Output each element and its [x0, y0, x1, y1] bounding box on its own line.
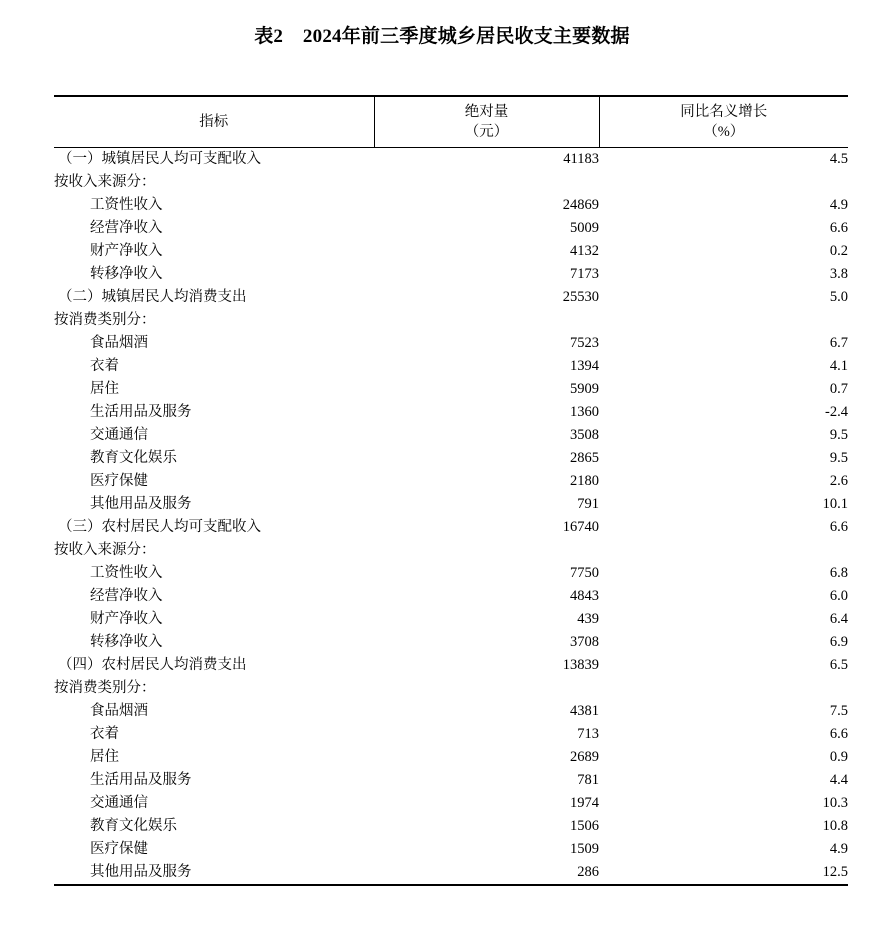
cell-growth-rate: 0.2: [829, 243, 848, 259]
table-row: [54, 654, 848, 677]
row-indicator-label: 医疗保健: [90, 473, 148, 489]
cell-growth-rate: -2.4: [825, 404, 848, 420]
row-indicator-label: 其他用品及服务: [90, 496, 192, 512]
table-row: [54, 723, 848, 746]
cell-growth-rate: 7.5: [829, 703, 848, 719]
cell-absolute-value: 4132: [570, 243, 599, 259]
table-row: [54, 263, 848, 286]
cell-indicator: [54, 861, 374, 885]
cell-indicator: [54, 171, 374, 194]
table-row: [54, 815, 848, 838]
cell-absolute-value: 781: [577, 772, 599, 788]
table-row: [54, 286, 848, 309]
table-header: [54, 96, 848, 148]
row-indicator-label: 按收入来源分：: [54, 174, 156, 190]
table-row: [54, 516, 848, 539]
cell-growth-rate: 12.5: [599, 861, 848, 885]
row-indicator-label: 转移净收入: [90, 634, 163, 650]
row-indicator-label: 食品烟酒: [90, 703, 148, 719]
table-row: [54, 447, 848, 470]
cell-growth-rate: 6.8: [829, 565, 848, 581]
column-header-absolute-line1: 绝对量: [464, 104, 509, 120]
row-indicator-label: 交通通信: [90, 795, 148, 811]
cell-growth-rate: 4.1: [829, 358, 848, 374]
cell-growth-rate: 4.5: [829, 151, 848, 167]
table-row: [54, 470, 848, 493]
cell-absolute-value: 4843: [570, 588, 599, 604]
row-indicator-label: 衣着: [90, 358, 119, 374]
cell-absolute-value: 16740: [562, 519, 599, 535]
cell-absolute-value: 1509: [570, 841, 599, 857]
cell-absolute-value: [374, 539, 599, 562]
row-indicator-label: 财产净收入: [90, 611, 163, 627]
cell-absolute-value: [374, 309, 599, 332]
column-header-absolute-value: [374, 96, 599, 148]
cell-indicator: [54, 677, 374, 700]
cell-absolute-value: [374, 677, 599, 700]
row-indicator-label: 教育文化娱乐: [90, 450, 177, 466]
column-header-indicator-label: 指标: [199, 114, 229, 130]
row-indicator-label: 衣着: [90, 726, 119, 742]
table-row: [54, 539, 848, 562]
table-row: [54, 240, 848, 263]
cell-indicator: [54, 838, 374, 861]
table-row: [54, 631, 848, 654]
cell-indicator: [54, 493, 374, 516]
cell-absolute-value: 439: [577, 611, 599, 627]
cell-growth-rate: 6.6: [829, 519, 848, 535]
table-row: [54, 792, 848, 815]
cell-absolute-value: 41183: [563, 151, 599, 167]
cell-absolute-value: 3708: [570, 634, 599, 650]
statistics-table: [54, 95, 848, 886]
cell-indicator: [54, 309, 374, 332]
cell-growth-rate: 10.3: [822, 795, 848, 811]
cell-absolute-value: 13839: [562, 657, 599, 673]
table-row: [54, 171, 848, 194]
table-row: [54, 608, 848, 631]
cell-growth-rate: [599, 309, 848, 332]
table-row: [54, 838, 848, 861]
row-indicator-label: 财产净收入: [90, 243, 163, 259]
table-row: [54, 332, 848, 355]
row-indicator-label: 居住: [90, 749, 119, 765]
cell-indicator: [54, 631, 374, 654]
row-indicator-label: 按消费类别分：: [54, 312, 156, 328]
row-indicator-label: 按消费类别分：: [54, 680, 156, 696]
cell-growth-rate: 9.5: [829, 427, 848, 443]
row-indicator-label: 经营净收入: [90, 588, 163, 604]
cell-indicator: [54, 378, 374, 401]
cell-growth-rate: 6.5: [829, 657, 848, 673]
row-indicator-label: （四）农村居民人均消费支出: [58, 657, 247, 673]
column-header-growth-line1: 同比名义增长: [680, 104, 768, 120]
row-indicator-label: 教育文化娱乐: [90, 818, 177, 834]
cell-indicator: [54, 539, 374, 562]
cell-indicator: [54, 746, 374, 769]
cell-absolute-value: 2689: [570, 749, 599, 765]
cell-absolute-value: 286: [374, 861, 599, 885]
cell-absolute-value: 7523: [570, 335, 599, 351]
cell-indicator: [54, 815, 374, 838]
table-header-row: [54, 96, 848, 148]
cell-absolute-value: 1394: [570, 358, 599, 374]
cell-absolute-value: 713: [577, 726, 599, 742]
cell-growth-rate: 6.0: [829, 588, 848, 604]
cell-absolute-value: 5909: [570, 381, 599, 397]
cell-indicator: [54, 723, 374, 746]
cell-growth-rate: 3.8: [829, 266, 848, 282]
table-row: [54, 769, 848, 792]
row-indicator-label: 生活用品及服务: [90, 404, 192, 420]
cell-indicator: [54, 401, 374, 424]
cell-growth-rate: 2.6: [829, 473, 848, 489]
cell-absolute-value: 1506: [570, 818, 599, 834]
cell-indicator: [54, 355, 374, 378]
cell-absolute-value: 24869: [562, 197, 599, 213]
cell-absolute-value: 3508: [570, 427, 599, 443]
table-row: [54, 424, 848, 447]
table-row: [54, 378, 848, 401]
table-row: [54, 746, 848, 769]
row-indicator-label: （二）城镇居民人均消费支出: [58, 289, 247, 305]
cell-absolute-value: 2180: [570, 473, 599, 489]
cell-absolute-value: 7750: [570, 565, 599, 581]
table-row: [54, 401, 848, 424]
cell-indicator: [54, 700, 374, 723]
cell-absolute-value: [374, 171, 599, 194]
table-row: [54, 677, 848, 700]
cell-indicator: [54, 148, 374, 172]
cell-growth-rate: 4.4: [829, 772, 848, 788]
table-row: [54, 194, 848, 217]
table-row: [54, 585, 848, 608]
cell-absolute-value: 4381: [570, 703, 599, 719]
row-indicator-label: 食品烟酒: [90, 335, 148, 351]
cell-indicator: [54, 217, 374, 240]
cell-indicator: [54, 562, 374, 585]
cell-indicator: [54, 286, 374, 309]
cell-indicator: [54, 332, 374, 355]
row-indicator-label: 转移净收入: [90, 266, 163, 282]
cell-growth-rate: 6.7: [829, 335, 848, 351]
row-indicator-label: 居住: [90, 381, 119, 397]
cell-growth-rate: 5.0: [829, 289, 848, 305]
row-indicator-label: （三）农村居民人均可支配收入: [58, 519, 261, 535]
cell-growth-rate: 6.9: [829, 634, 848, 650]
cell-indicator: [54, 470, 374, 493]
cell-growth-rate: [599, 171, 848, 194]
cell-growth-rate: 10.1: [822, 496, 848, 512]
row-indicator-label: 其他用品及服务: [90, 864, 192, 880]
cell-indicator: [54, 654, 374, 677]
cell-growth-rate: 4.9: [829, 197, 848, 213]
column-header-growth-rate: [599, 96, 848, 148]
row-indicator-label: 经营净收入: [90, 220, 163, 236]
column-header-growth-unit: （%）: [703, 124, 745, 140]
table-row: [54, 562, 848, 585]
cell-growth-rate: [599, 677, 848, 700]
row-indicator-label: 按收入来源分：: [54, 542, 156, 558]
row-indicator-label: 交通通信: [90, 427, 148, 443]
row-indicator-label: 工资性收入: [90, 197, 163, 213]
row-indicator-label: 医疗保健: [90, 841, 148, 857]
cell-growth-rate: 9.5: [829, 450, 848, 466]
column-header-absolute-unit: （元）: [464, 124, 509, 140]
cell-growth-rate: 0.9: [829, 749, 848, 765]
cell-growth-rate: 6.4: [829, 611, 848, 627]
cell-absolute-value: 1974: [570, 795, 599, 811]
cell-growth-rate: 6.6: [829, 726, 848, 742]
cell-absolute-value: 5009: [570, 220, 599, 236]
table-row: [54, 861, 848, 885]
cell-indicator: [54, 263, 374, 286]
cell-indicator: [54, 424, 374, 447]
cell-absolute-value: 1360: [570, 404, 599, 420]
cell-indicator: [54, 447, 374, 470]
cell-absolute-value: 7173: [570, 266, 599, 282]
table-row: [54, 309, 848, 332]
cell-indicator: [54, 240, 374, 263]
cell-growth-rate: 0.7: [829, 381, 848, 397]
cell-indicator: [54, 585, 374, 608]
page-title: 表2 2024年前三季度城乡居民收支主要数据: [254, 26, 630, 47]
statistics-table-container: [54, 95, 848, 886]
cell-absolute-value: 2865: [570, 450, 599, 466]
table-row: [54, 355, 848, 378]
table-row: [54, 700, 848, 723]
cell-absolute-value: 25530: [562, 289, 599, 305]
cell-growth-rate: [599, 539, 848, 562]
cell-indicator: [54, 792, 374, 815]
cell-growth-rate: 10.8: [822, 818, 848, 834]
cell-indicator: [54, 769, 374, 792]
table-row: [54, 217, 848, 240]
cell-indicator: [54, 516, 374, 539]
row-indicator-label: 工资性收入: [90, 565, 163, 581]
cell-growth-rate: 4.9: [829, 841, 848, 857]
cell-growth-rate: 6.6: [829, 220, 848, 236]
cell-indicator: [54, 608, 374, 631]
cell-absolute-value: 791: [577, 496, 599, 512]
row-indicator-label: 生活用品及服务: [90, 772, 192, 788]
table-row: [54, 148, 848, 172]
row-indicator-label: （一）城镇居民人均可支配收入: [58, 151, 261, 167]
column-header-indicator: [54, 96, 374, 148]
table-row: [54, 493, 848, 516]
table-body: [54, 148, 848, 886]
cell-indicator: [54, 194, 374, 217]
